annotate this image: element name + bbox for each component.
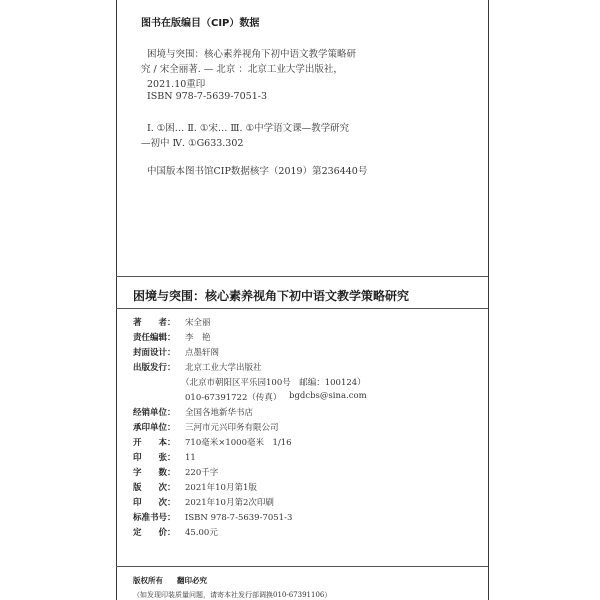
publisher-email: bgdcbs@sina.com — [289, 391, 367, 401]
field-cover-design — [133, 346, 219, 358]
field-edition — [133, 481, 257, 493]
field-format — [133, 436, 292, 448]
field-label: 版 次： — [133, 483, 176, 493]
field-printing — [133, 496, 274, 508]
field-value: ISBN 978-7-5639-7051-3 — [185, 513, 293, 523]
field-value: 220千字 — [185, 468, 219, 478]
field-label: 出版发行： — [133, 363, 176, 373]
divider — [116, 308, 488, 309]
publisher-phone: 010-67391722（传真） — [185, 393, 282, 403]
field-value: 710毫米×1000毫米 1/16 — [185, 438, 292, 448]
no-reproduction: 翻印必究 — [177, 576, 207, 585]
book-title: 困境与突围：核心素养视角下初中语文教学策略研究 — [133, 289, 410, 303]
field-value: 2021年10月第1版 — [185, 483, 257, 493]
cip-classification: —初中 Ⅳ. ①G633.302 — [141, 138, 244, 149]
field-label: 印 次： — [133, 498, 176, 508]
page-frame-left — [116, 0, 117, 600]
rights-reserved: 版权所有 — [133, 576, 163, 585]
field-value: 李 艳 — [185, 333, 211, 343]
cip-line: 2021.10重印 — [147, 79, 206, 90]
field-publisher — [133, 361, 262, 373]
field-printer — [133, 421, 279, 433]
field-value: 45.00元 — [185, 528, 218, 538]
field-label: 开 本： — [133, 438, 176, 448]
field-value: 2021年10月第2次印刷 — [185, 498, 274, 508]
field-label: 经销单位： — [133, 408, 176, 418]
publisher-address: （北京市朝阳区平乐园100号 邮编：100124） — [181, 378, 366, 388]
cip-line: 究 / 宋全丽著. — 北京 ：北京工业大学出版社， — [141, 64, 343, 75]
field-label: 封面设计： — [133, 348, 176, 358]
field-label: 字 数： — [133, 468, 176, 478]
field-distributor — [133, 406, 253, 418]
field-value: 11 — [185, 453, 196, 463]
field-label: 著 者： — [133, 318, 176, 328]
field-label: 定 价： — [133, 528, 176, 538]
quality-notice: （如发现印装质量问题，请寄本社发行部调换010-67391106） — [133, 591, 332, 599]
field-label: 印 张： — [133, 453, 176, 463]
cip-classification: Ⅰ. ①困… Ⅱ. ①宋… Ⅲ. ①中学语文课—教学研究 — [147, 123, 350, 134]
field-author — [133, 316, 211, 328]
cip-line: 困境与突围：核心素养视角下初中语文教学策略研 — [147, 49, 357, 60]
cip-record-number: 中国版本图书馆CIP数据核字（2019）第236440号 — [147, 166, 368, 177]
field-value: 全国各地新华书店 — [185, 408, 254, 418]
divider — [116, 276, 488, 277]
field-word-count — [133, 466, 218, 478]
field-value: 三河市元兴印务有限公司 — [185, 423, 279, 433]
field-value: 宋全丽 — [185, 318, 211, 328]
divider — [116, 566, 488, 567]
field-price — [133, 526, 218, 538]
field-label: 责任编辑： — [133, 333, 176, 343]
field-editor — [133, 331, 211, 343]
field-sheets — [133, 451, 196, 463]
page-frame-right — [488, 0, 489, 600]
field-value: 北京工业大学出版社 — [185, 363, 262, 373]
field-label: 承印单位： — [133, 423, 176, 433]
field-value: 点墨轩阁 — [185, 348, 220, 358]
cip-heading: 图书在版编目（CIP）数据 — [141, 18, 260, 29]
field-label: 标准书号： — [133, 513, 176, 523]
field-isbn — [133, 511, 292, 523]
cip-isbn: ISBN 978-7-5639-7051-3 — [147, 91, 267, 102]
